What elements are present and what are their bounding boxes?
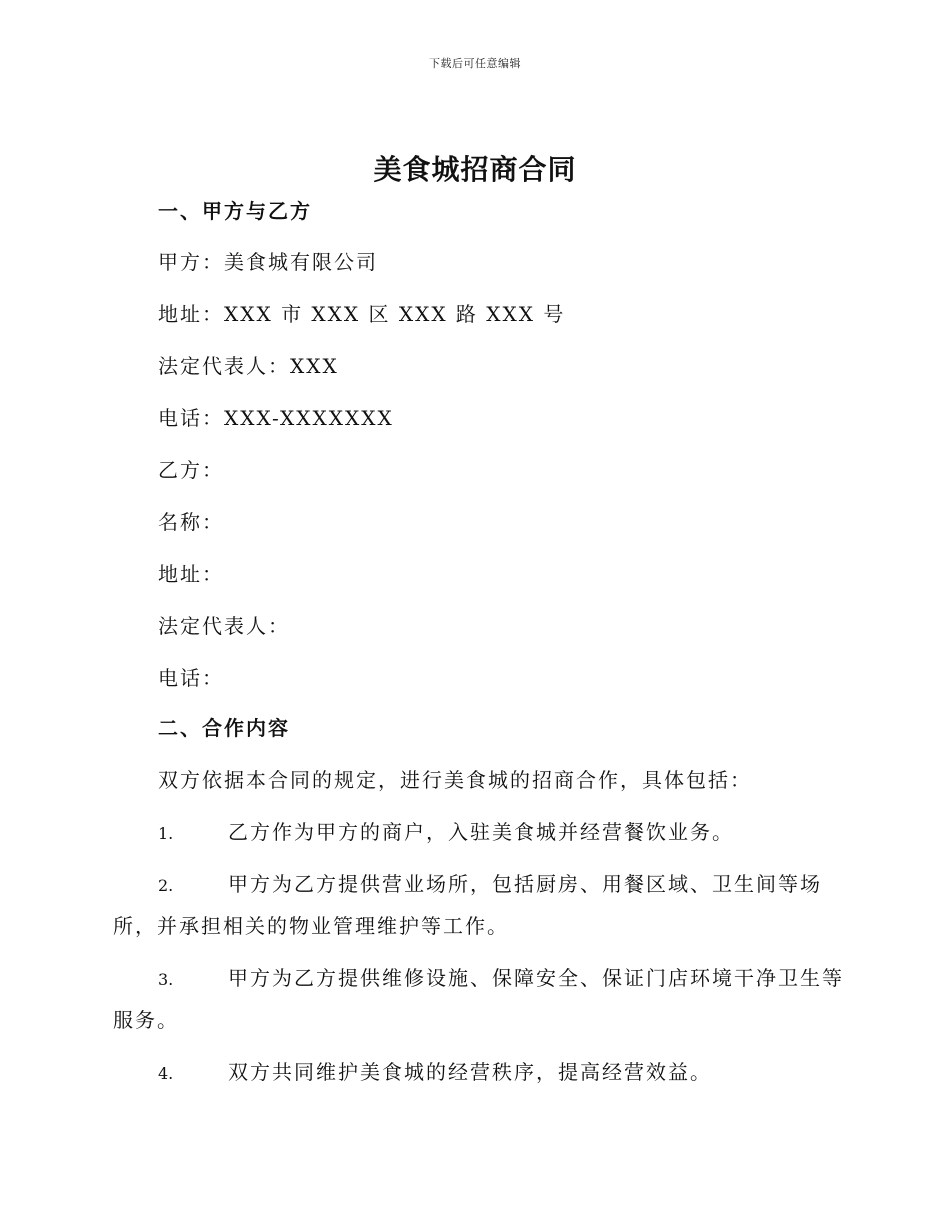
section-2-heading: 二、合作内容 <box>158 716 290 740</box>
list-item-continuation: 服务。 <box>113 1008 179 1032</box>
party-a-line: 甲方：美食城有限公司 <box>158 250 378 274</box>
party-b-name: 名称： <box>158 510 224 534</box>
list-item-number: 1. <box>158 824 174 843</box>
party-b-phone: 电话： <box>158 666 224 690</box>
party-a-address: 地址：XXX 市 XXX 区 XXX 路 XXX 号 <box>158 302 566 326</box>
list-item-text: 甲方为乙方提供维修设施、保障安全、保证门店环境干净卫生等 <box>228 966 844 990</box>
list-item-number: 2. <box>158 876 174 895</box>
list-item-text: 双方共同维护美食城的经营秩序，提高经营效益。 <box>228 1060 712 1084</box>
list-item-text: 甲方为乙方提供营业场所，包括厨房、用餐区域、卫生间等场 <box>228 872 822 896</box>
party-b-line: 乙方： <box>158 458 224 482</box>
list-item-continuation: 所，并承担相关的物业管理维护等工作。 <box>113 914 509 938</box>
list-item <box>158 963 844 995</box>
party-a-legal-rep: 法定代表人：XXX <box>158 354 339 378</box>
list-item-number: 3. <box>158 970 174 989</box>
party-b-address: 地址： <box>158 562 224 586</box>
list-item-number: 4. <box>158 1064 174 1083</box>
list-item <box>158 1057 712 1089</box>
party-b-legal-rep: 法定代表人： <box>158 614 290 638</box>
document-title: 美食城招商合同 <box>373 153 577 186</box>
header-note: 下载后可任意编辑 <box>429 57 521 70</box>
section-2-intro: 双方依据本合同的规定，进行美食城的招商合作，具体包括： <box>158 768 752 792</box>
section-1-heading: 一、甲方与乙方 <box>158 199 312 223</box>
list-item-text: 乙方作为甲方的商户，入驻美食城并经营餐饮业务。 <box>228 820 734 844</box>
list-item <box>158 869 822 901</box>
list-item <box>158 817 734 849</box>
party-a-phone: 电话：XXX-XXXXXXX <box>158 406 394 430</box>
